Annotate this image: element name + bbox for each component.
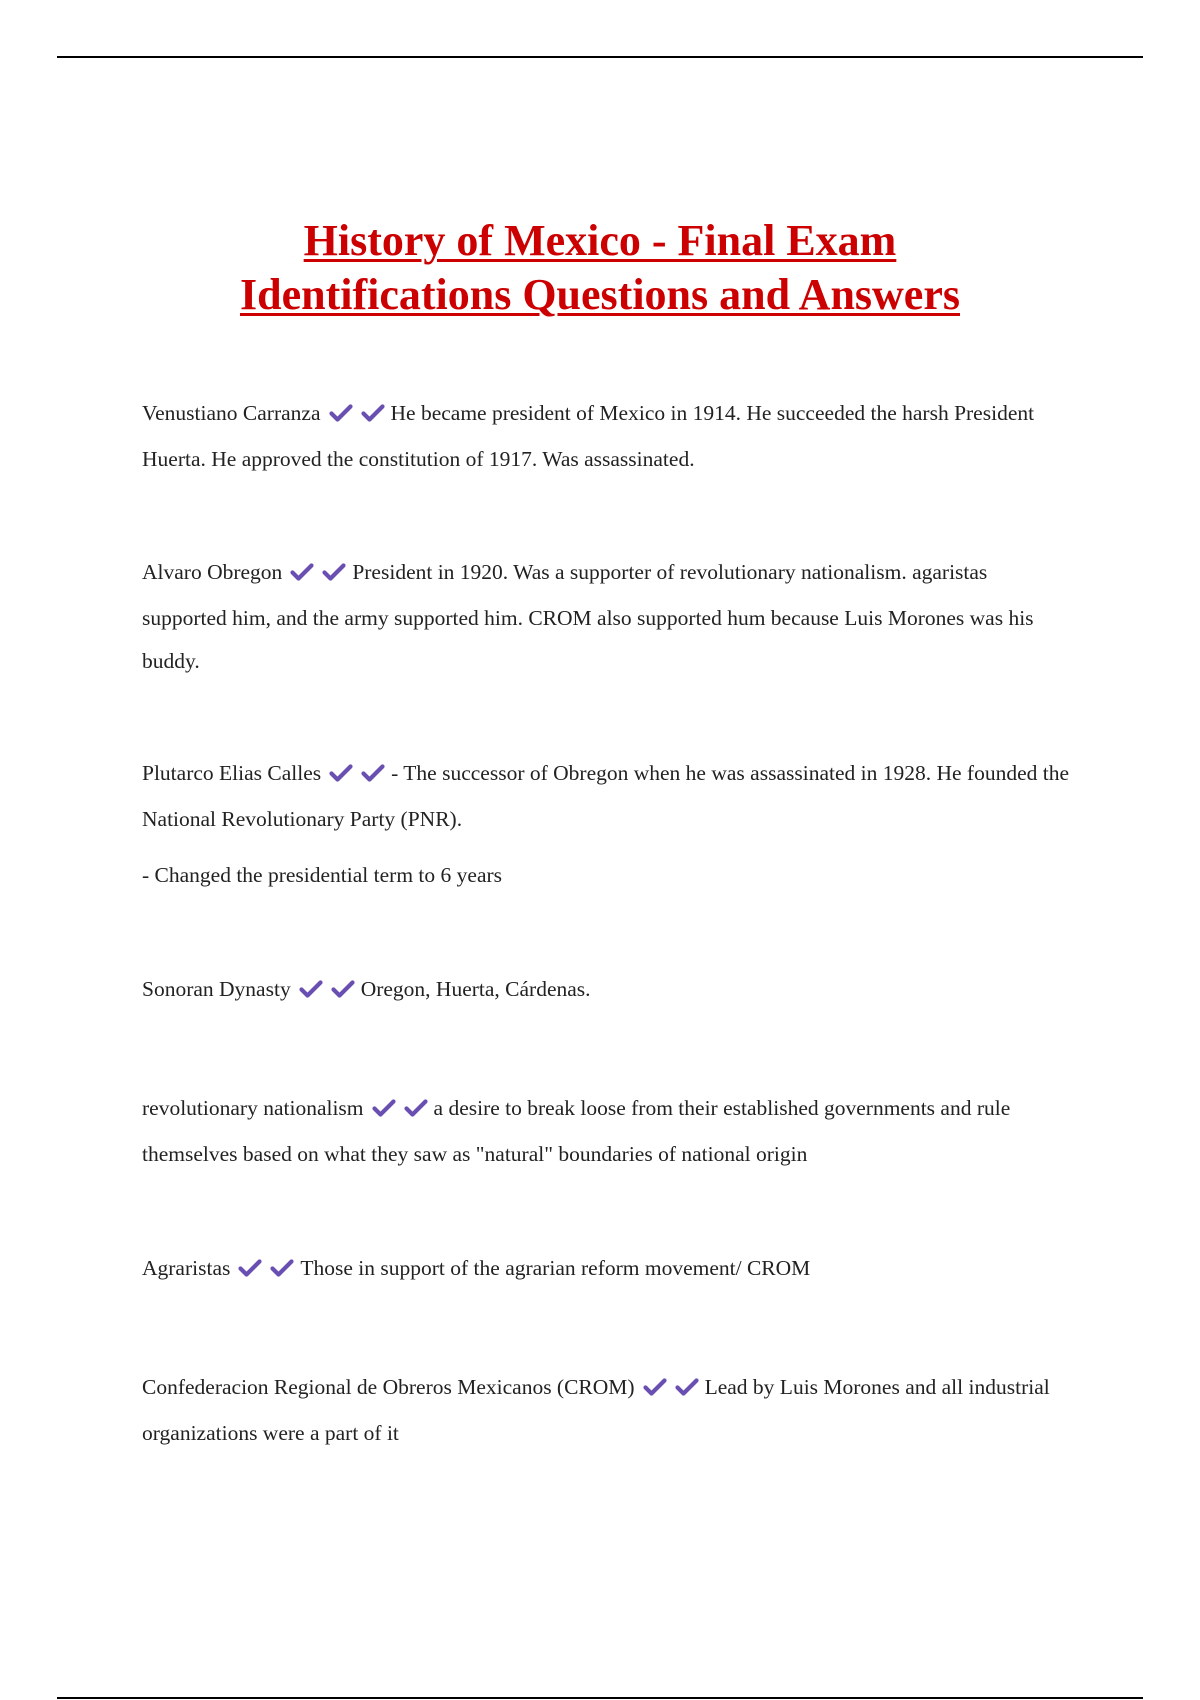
entry-term: Plutarco Elias Calles (142, 761, 322, 785)
entry-definition: a desire to break loose from their established governments and rule themselves based on what they saw as "natural" boundaries of national origin (142, 1096, 1011, 1166)
entry-term: Venustiano Carranza (142, 401, 321, 425)
check-icon (361, 763, 385, 783)
entry-definition: President in 1920. Was a supporter of revolutionary nationalism. agaristas supported him, and the army supported him. CROM also supported hum because Luis Morones was his buddy. (142, 560, 1034, 673)
check-icon (331, 979, 355, 999)
double-check-marks (290, 554, 346, 597)
double-check-marks (238, 1250, 294, 1293)
qa-entry-agraristas (142, 1247, 1072, 1293)
entry-text (142, 551, 1072, 683)
entry-definition: Oregon, Huerta, Cárdenas. (360, 977, 591, 1001)
entry-text (142, 1247, 1072, 1293)
check-icon (290, 562, 314, 582)
double-check-marks (329, 395, 385, 438)
bottom-rule (57, 1697, 1143, 1699)
double-check-marks (372, 1090, 428, 1133)
double-check-marks (299, 971, 355, 1014)
document-title (0, 214, 1200, 322)
entry-text (142, 1087, 1072, 1176)
double-check-marks (643, 1369, 699, 1412)
title-line-1: History of Mexico - Final Exam (303, 216, 897, 265)
entry-extra-note: - Changed the presidential term to 6 years (142, 863, 503, 887)
entry-text (142, 968, 1072, 1014)
double-check-marks (329, 755, 385, 798)
top-rule (57, 56, 1143, 58)
entry-text (142, 752, 1072, 841)
qa-entry-crom (142, 1366, 1072, 1455)
entry-definition: Lead by Luis Morones and all industrial organizations were a part of it (142, 1375, 1050, 1445)
qa-entry-sonoran-dynasty (142, 968, 1072, 1014)
entry-term: Confederacion Regional de Obreros Mexicanos (CROM) (142, 1375, 635, 1399)
qa-entry-carranza (142, 392, 1072, 481)
entry-definition: Those in support of the agrarian reform movement/ CROM (300, 1256, 811, 1280)
entry-term: Alvaro Obregon (142, 560, 283, 584)
check-icon (299, 979, 323, 999)
check-icon (322, 562, 346, 582)
check-icon (329, 403, 353, 423)
entry-text (142, 1366, 1072, 1455)
qa-entry-revolutionary-nationalism (142, 1087, 1072, 1176)
entry-definition: He became president of Mexico in 1914. He succeeded the harsh President Huerta. He approved the constitution of 1917. Was assassinated. (142, 401, 1035, 471)
entry-term: Sonoran Dynasty (142, 977, 291, 1001)
qa-entry-calles (142, 752, 1072, 897)
entry-definition: - The successor of Obregon when he was assassinated in 1928. He founded the National Revolutionary Party (PNR). (142, 761, 1070, 831)
entry-term: Agraristas (142, 1256, 231, 1280)
qa-entry-obregon (142, 551, 1072, 683)
check-icon (270, 1258, 294, 1278)
title-line-2: Identifications Questions and Answers (239, 270, 960, 319)
check-icon (643, 1377, 667, 1397)
check-icon (238, 1258, 262, 1278)
check-icon (361, 403, 385, 423)
entry-term: revolutionary nationalism (142, 1096, 364, 1120)
check-icon (372, 1098, 396, 1118)
check-icon (675, 1377, 699, 1397)
check-icon (404, 1098, 428, 1118)
entry-text (142, 392, 1072, 481)
check-icon (329, 763, 353, 783)
